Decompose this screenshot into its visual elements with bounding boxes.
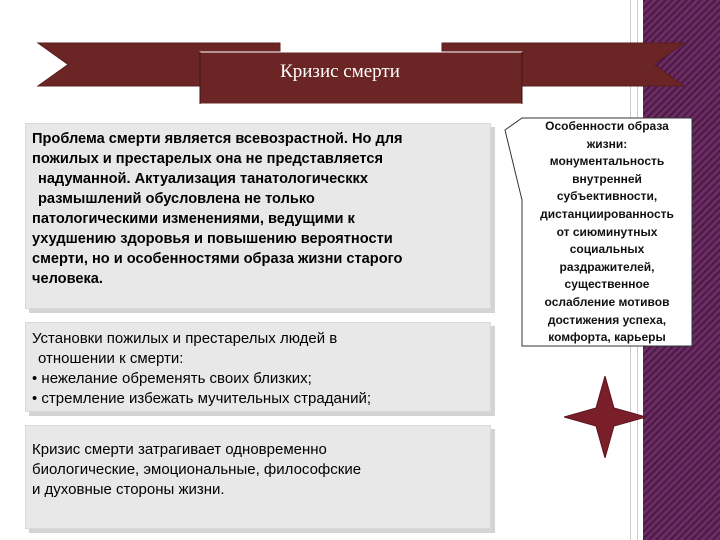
box3-line: и духовные стороны жизни. — [32, 481, 225, 498]
box1-line: пожилых и престарелых она не представляется — [32, 151, 384, 167]
box3-line: Кризис смерти затрагивает одновременно — [32, 441, 327, 458]
title-ribbon-banner — [0, 0, 720, 120]
box1-line: надуманной. Актуализация танатологическкх — [38, 171, 368, 187]
callout-line: комфорта, карьеры — [548, 330, 666, 345]
callout-line: жизни: — [586, 136, 628, 151]
callout-line: монументальность — [549, 154, 665, 169]
callout-line: ослабление мотивов — [544, 294, 670, 309]
callout-line: внутренней — [572, 171, 642, 186]
star-shape — [564, 376, 646, 458]
box3-line: биологические, эмоциональные, философские — [32, 461, 362, 478]
box2-bullet: • стремление избежать мучительных страданий; — [32, 390, 372, 407]
attitudes-text-box — [25, 322, 491, 412]
box1-line: смерти, но и особенностями образа жизни старого — [32, 251, 403, 267]
four-point-star-icon — [564, 376, 646, 458]
box2-bullet: • нежелание обременять своих близких; — [32, 370, 312, 387]
box1-line: размышлений обусловлена не только — [38, 191, 315, 207]
callout-line: Особенности образа — [545, 119, 669, 133]
box2-line: отношении к смерти: — [38, 350, 184, 367]
box1-line: патологическими изменениями, ведущими к — [32, 211, 355, 227]
callout-line: раздражителей, — [559, 259, 655, 274]
problem-text-box — [25, 123, 491, 309]
callout-line: дистанциированность — [540, 206, 674, 221]
lifestyle-callout — [522, 118, 692, 344]
box1-line: человека. — [32, 271, 103, 287]
crisis-text-box — [25, 425, 491, 529]
banner-title: Кризис смерти — [280, 61, 400, 82]
callout-line: от сиюминутных — [556, 224, 658, 239]
callout-line: социальных — [569, 242, 645, 257]
box1-line: Проблема смерти является всевозрастной. Но для — [32, 131, 403, 147]
box2-line: Установки пожилых и престарелых людей в — [32, 330, 338, 347]
box1-line: ухудшению здоровья и повышению вероятности — [32, 231, 393, 247]
callout-line: субъективности, — [556, 189, 658, 204]
callout-line: достижения успеха, — [547, 312, 667, 327]
callout-line: существенное — [564, 277, 650, 292]
